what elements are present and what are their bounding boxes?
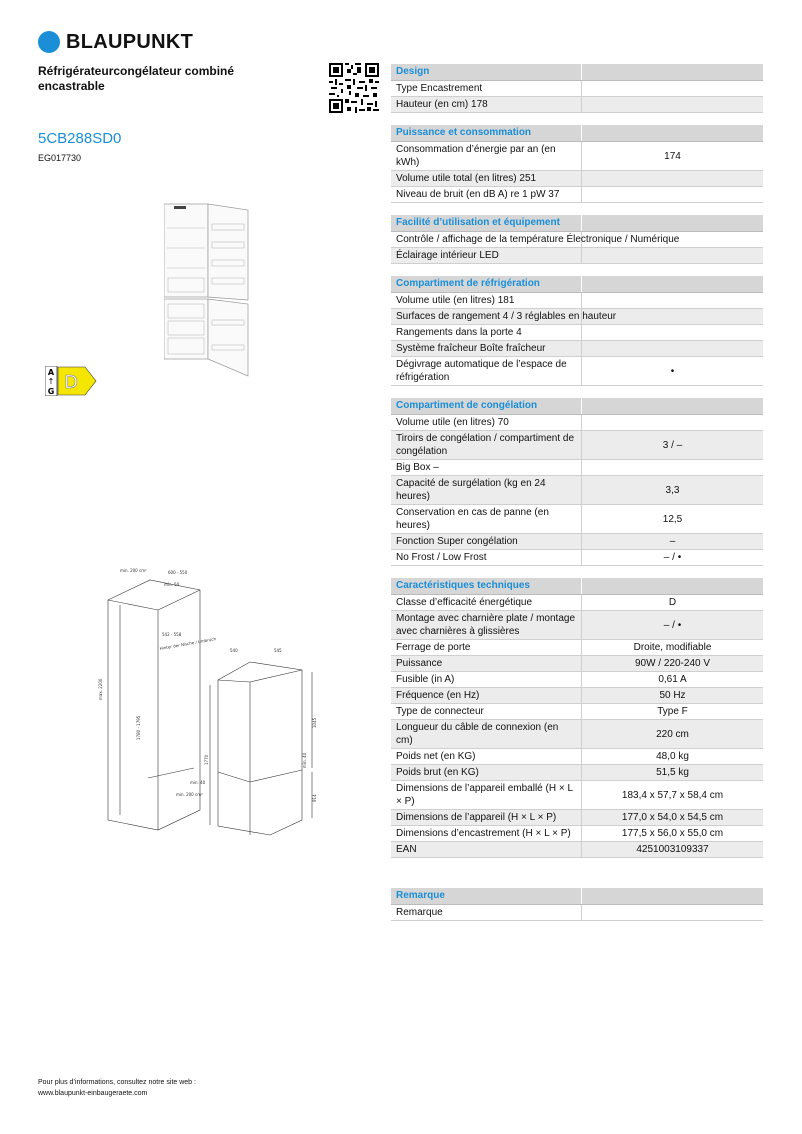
spec-value: 183,4 x 57,7 x 58,4 cm — [581, 781, 763, 809]
spec-row — [391, 460, 763, 476]
spec-value: Droite, modifiable — [581, 640, 763, 655]
spec-label: Système fraîcheur Boîte fraîcheur — [396, 343, 546, 354]
spec-row — [391, 97, 763, 113]
spec-section — [391, 888, 763, 921]
spec-row — [391, 415, 763, 431]
spec-label: Puissance — [396, 658, 443, 669]
drawing-label: 542 - 558 — [162, 632, 182, 637]
spec-row — [391, 476, 763, 505]
spec-label: Éclairage intérieur LED — [396, 250, 499, 261]
drawing-label: min. 40 — [190, 780, 206, 785]
spec-value: – — [581, 534, 763, 549]
arrow-up-icon: ↑ — [47, 377, 55, 386]
spec-value: 174 — [581, 142, 763, 170]
spec-label: Dimensions de l’appareil emballé (H × L × P) — [396, 783, 573, 807]
technical-drawing — [90, 550, 325, 840]
model-number: 5CB288SD0 — [38, 130, 122, 147]
spec-value: 12,5 — [581, 505, 763, 533]
spec-row — [391, 720, 763, 749]
spec-label: Poids net (en KG) — [396, 751, 476, 762]
energy-scale-top: A — [47, 368, 55, 377]
spec-row — [391, 325, 763, 341]
spec-label: Dégivrage automatique de l’espace de réfrigération — [396, 359, 567, 383]
product-image — [164, 200, 279, 382]
spec-label: Capacité de surgélation (kg en 24 heures) — [396, 478, 546, 502]
drawing-label: 1045 — [312, 717, 317, 728]
spec-value: 220 cm — [581, 720, 763, 748]
spec-label: Dimensions de l’appareil (H × L × P) — [396, 812, 557, 823]
brand-name: BLAUPUNKT — [66, 30, 194, 53]
spec-section — [391, 64, 763, 113]
footer-link[interactable]: www.blaupunkt-einbaugeraete.com — [38, 1090, 148, 1097]
spec-label: Tiroirs de congélation / compartiment de congélation — [396, 433, 575, 457]
spec-row — [391, 142, 763, 171]
spec-value: • — [581, 357, 763, 385]
drawing-label: min. 200 cm² — [176, 792, 203, 797]
spec-section — [391, 125, 763, 203]
spec-label: No Frost / Low Frost — [396, 552, 487, 563]
spec-value: 4251003109337 — [581, 842, 763, 857]
product-title: Réfrigérateurcongélateur combiné encastrable — [38, 64, 235, 93]
spec-row — [391, 842, 763, 858]
spec-value: 3,3 — [581, 476, 763, 504]
spec-row — [391, 309, 763, 325]
spec-value — [581, 187, 763, 202]
spec-section — [391, 215, 763, 264]
section-header — [391, 125, 763, 142]
spec-row — [391, 534, 763, 550]
spec-row — [391, 171, 763, 187]
spec-value — [581, 325, 763, 340]
section-header — [391, 578, 763, 595]
spec-label: Volume utile (en litres) 181 — [396, 295, 515, 306]
spec-row — [391, 688, 763, 704]
spec-row — [391, 81, 763, 97]
spec-value — [581, 248, 763, 263]
spec-label: Niveau de bruit (en dB A) re 1 pW 37 — [396, 189, 560, 200]
spec-value — [581, 81, 763, 96]
spec-value: 51,5 kg — [581, 765, 763, 780]
section-header — [391, 276, 763, 293]
drawing-label: max. 2200 — [98, 678, 103, 700]
brand-logo — [38, 30, 193, 54]
spec-value: 50 Hz — [581, 688, 763, 703]
spec-section — [391, 276, 763, 386]
spec-section — [391, 578, 763, 858]
spec-row — [391, 826, 763, 842]
drawing-label: 1770 — [204, 754, 209, 765]
spec-label: Volume utile total (en litres) 251 — [396, 173, 537, 184]
spec-value: D — [581, 595, 763, 610]
spec-label: Type de connecteur — [396, 706, 484, 717]
spec-label: Poids brut (en KG) — [396, 767, 479, 778]
spec-label: Volume utile (en litres) 70 — [396, 417, 509, 428]
spec-label: Fusible (in A) — [396, 674, 455, 685]
spec-row — [391, 905, 763, 921]
spec-value — [581, 97, 763, 112]
drawing-label: 545 — [274, 648, 282, 653]
drawing-label: min. 50 — [164, 582, 180, 587]
spec-value: 177,5 x 56,0 x 55,0 cm — [581, 826, 763, 841]
section-title: Compartiment de réfrigération — [391, 276, 582, 292]
spec-table — [391, 64, 763, 933]
spec-row — [391, 781, 763, 810]
section-title: Facilité d’utilisation et équipement — [391, 215, 582, 231]
spec-value: 48,0 kg — [581, 749, 763, 764]
spec-label: Ferrage de porte — [396, 642, 471, 653]
spec-value: – / • — [581, 611, 763, 639]
spec-section — [391, 398, 763, 566]
spec-row — [391, 749, 763, 765]
logo-dot-icon — [38, 31, 60, 53]
spec-label: Conservation en cas de panne (en heures) — [396, 507, 549, 531]
spec-label: Remarque — [396, 907, 443, 918]
spec-value: – / • — [581, 550, 763, 565]
section-title: Caractéristiques techniques — [391, 578, 582, 594]
spec-row — [391, 248, 763, 264]
spec-row — [391, 341, 763, 357]
spec-label: EAN — [396, 844, 417, 855]
drawing-label: 600 - 550 — [168, 570, 188, 575]
spec-value — [581, 341, 763, 356]
footer — [38, 1077, 196, 1099]
drawing-label: min. 40 — [302, 752, 307, 768]
spec-label: Hauteur (en cm) 178 — [396, 99, 488, 110]
spec-row — [391, 550, 763, 566]
spec-row — [391, 595, 763, 611]
section-header — [391, 888, 763, 905]
spec-row — [391, 232, 763, 248]
spec-value: 0,61 A — [581, 672, 763, 687]
spec-value: 3 / – — [581, 431, 763, 459]
drawing-label: 914 — [312, 794, 317, 802]
spec-value: 177,0 x 54,0 x 54,5 cm — [581, 810, 763, 825]
spec-value — [581, 171, 763, 186]
energy-label — [45, 366, 97, 396]
drawing-label: min. 200 cm² — [120, 568, 147, 573]
drawing-label: Hinter der Nische / Umbruch — [159, 636, 217, 651]
spec-row — [391, 505, 763, 534]
spec-value: 90W / 220-240 V — [581, 656, 763, 671]
section-title: Puissance et consommation — [391, 125, 582, 141]
spec-label: Big Box – — [396, 462, 439, 473]
section-header — [391, 64, 763, 81]
spec-label: Type Encastrement — [396, 83, 483, 94]
spec-value — [581, 415, 763, 430]
qr-code-icon — [329, 63, 379, 113]
spec-label: Consommation d’énergie par an (en kWh) — [396, 144, 556, 168]
spec-row — [391, 293, 763, 309]
spec-label: Longueur du câble de connexion (en cm) — [396, 722, 559, 746]
spec-label: Fonction Super congélation — [396, 536, 518, 547]
energy-class: D — [64, 372, 78, 393]
drawing-label: 1780 - 1795 — [136, 715, 141, 740]
spec-label: Surfaces de rangement 4 / 3 réglables en hauteur — [396, 311, 617, 322]
section-title: Design — [391, 64, 582, 80]
section-header — [391, 398, 763, 415]
drawing-label: 540 — [230, 648, 238, 653]
spec-row — [391, 672, 763, 688]
article-number: EG017730 — [38, 153, 82, 163]
spec-row — [391, 810, 763, 826]
spec-label: Fréquence (en Hz) — [396, 690, 480, 701]
section-title: Remarque — [391, 888, 582, 904]
spec-row — [391, 187, 763, 203]
spec-label: Classe d’efficacité énergétique — [396, 597, 533, 608]
spec-row — [391, 357, 763, 386]
spec-row — [391, 431, 763, 460]
spec-label: Montage avec charnière plate / montage avec charnières à glissières — [396, 613, 575, 637]
spec-row — [391, 704, 763, 720]
spec-row — [391, 611, 763, 640]
spec-label: Dimensions d’encastrement (H × L × P) — [396, 828, 571, 839]
spec-row — [391, 640, 763, 656]
section-title: Compartiment de congélation — [391, 398, 582, 414]
energy-scale-bottom: G — [47, 387, 55, 396]
spec-row — [391, 656, 763, 672]
spec-label: Contrôle / affichage de la température Électronique / Numérique — [396, 234, 680, 245]
section-header — [391, 215, 763, 232]
spec-value — [581, 460, 763, 475]
spec-value — [581, 293, 763, 308]
spec-value — [581, 905, 763, 920]
spec-label: Rangements dans la porte 4 — [396, 327, 522, 338]
footer-text: Pour plus d’informations, consultez notre site web : — [38, 1079, 196, 1086]
spec-value: Type F — [581, 704, 763, 719]
spec-row — [391, 765, 763, 781]
